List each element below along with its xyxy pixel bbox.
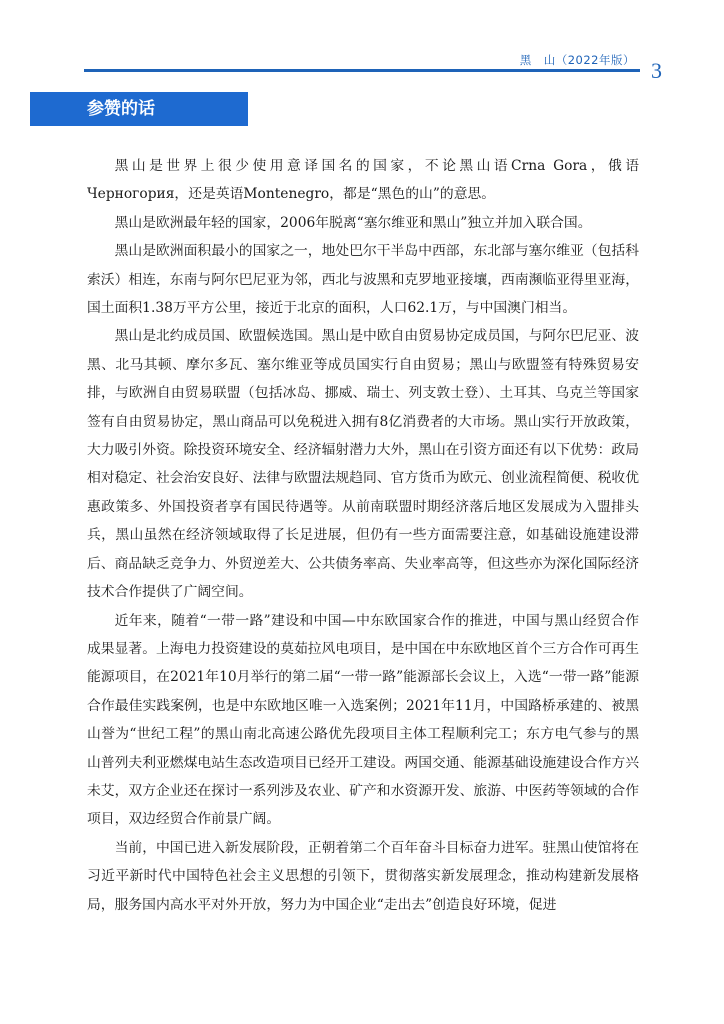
paragraph: 近年来，随着“一带一路”建设和中国—中东欧国家合作的推进，中国与黑山经贸合作成果显著。上海电力投资建设的莫茹拉风电项目，是中国在中东欧地区首个三方合作可再生能源项目，在2021年10月举行的第二届“一带一路”能源部长会议上，入选“一带一路”能源合作最佳实践案例，也是中东欧地区唯一入选案例；2021年11月，中国路桥承建的、被黑山誉为“世纪工程”的黑山南北高速公路优先段项目主体工程顺利完工；东方电气参与的黑山普列夫利亚燃煤电站生态改造项目已经开工建设。两国交通、能源基础设施建设合作方兴未艾，双方企业还在探讨一系列涉及农业、矿产和水资源开发、旅游、中医药等领域的合作项目，双边经贸合作前景广阔。	[87, 612, 639, 828]
paragraph: 黑山是欧洲面积最小的国家之一，地处巴尔干半岛中西部，东北部与塞尔维亚（包括科索沃）相连，东南与阿尔巴尼亚为邻，西北与波黑和克罗地亚接壤，西南濒临亚得里亚海，国土面积1.38万平方公里，接近于北京的面积，人口62.1万，与中国澳门相当。	[87, 243, 639, 317]
paragraph: 当前，中国已进入新发展阶段，正朝着第二个百年奋斗目标奋力进军。驻黑山使馆将在习近平新时代中国特色社会主义思想的引领下，贯彻落实新发展理念，推动构建新发展格局，服务国内高水平对外开放，努力为中国企业“走出去”创造良好环境，促进	[87, 839, 639, 913]
running-head-title: 黑 山（2022年版）	[519, 53, 635, 67]
header-divider	[84, 69, 640, 72]
body-text	[87, 152, 639, 919]
paragraph: 黑山是北约成员国、欧盟候选国。黑山是中欧自由贸易协定成员国，与阿尔巴尼亚、波黑、北马其顿、摩尔多瓦、塞尔维亚等成员国实行自由贸易；黑山与欧盟签有特殊贸易安排，与欧洲自由贸易联盟（包括冰岛、挪威、瑞士、列支敦士登）、土耳其、乌克兰等国家签有自由贸易协定，黑山商品可以免税进入拥有8亿消费者的大市场。黑山实行开放政策，大力吸引外资。除投资环境安全、经济辐射潜力大外，黑山在引资方面还有以下优势：政局相对稳定、社会治安良好、法律与欧盟法规趋同、官方货币为欧元、创业流程简便、税收优惠政策多、外国投资者享有国民待遇等。从前南联盟时期经济落后地区发展成为入盟排头兵，黑山虽然在经济领域取得了长足进展，但仍有一些方面需要注意，如基础设施建设滞后、商品缺乏竞争力、外贸逆差大、公共债务率高、失业率高等，但这些亦为深化国际经济技术合作提供了广阔空间。	[87, 328, 639, 601]
paragraph: 黑山是世界上很少使用意译国名的国家，不论黑山语Crna Gora，俄语Черногория，还是英语Montenegro，都是“黑色的山”的意思。	[87, 158, 639, 203]
page-number: 3	[651, 58, 662, 83]
section-title: 参赞的话	[30, 92, 248, 126]
paragraph: 黑山是欧洲最年轻的国家，2006年脱离“塞尔维亚和黑山”独立并加入联合国。	[114, 214, 592, 231]
